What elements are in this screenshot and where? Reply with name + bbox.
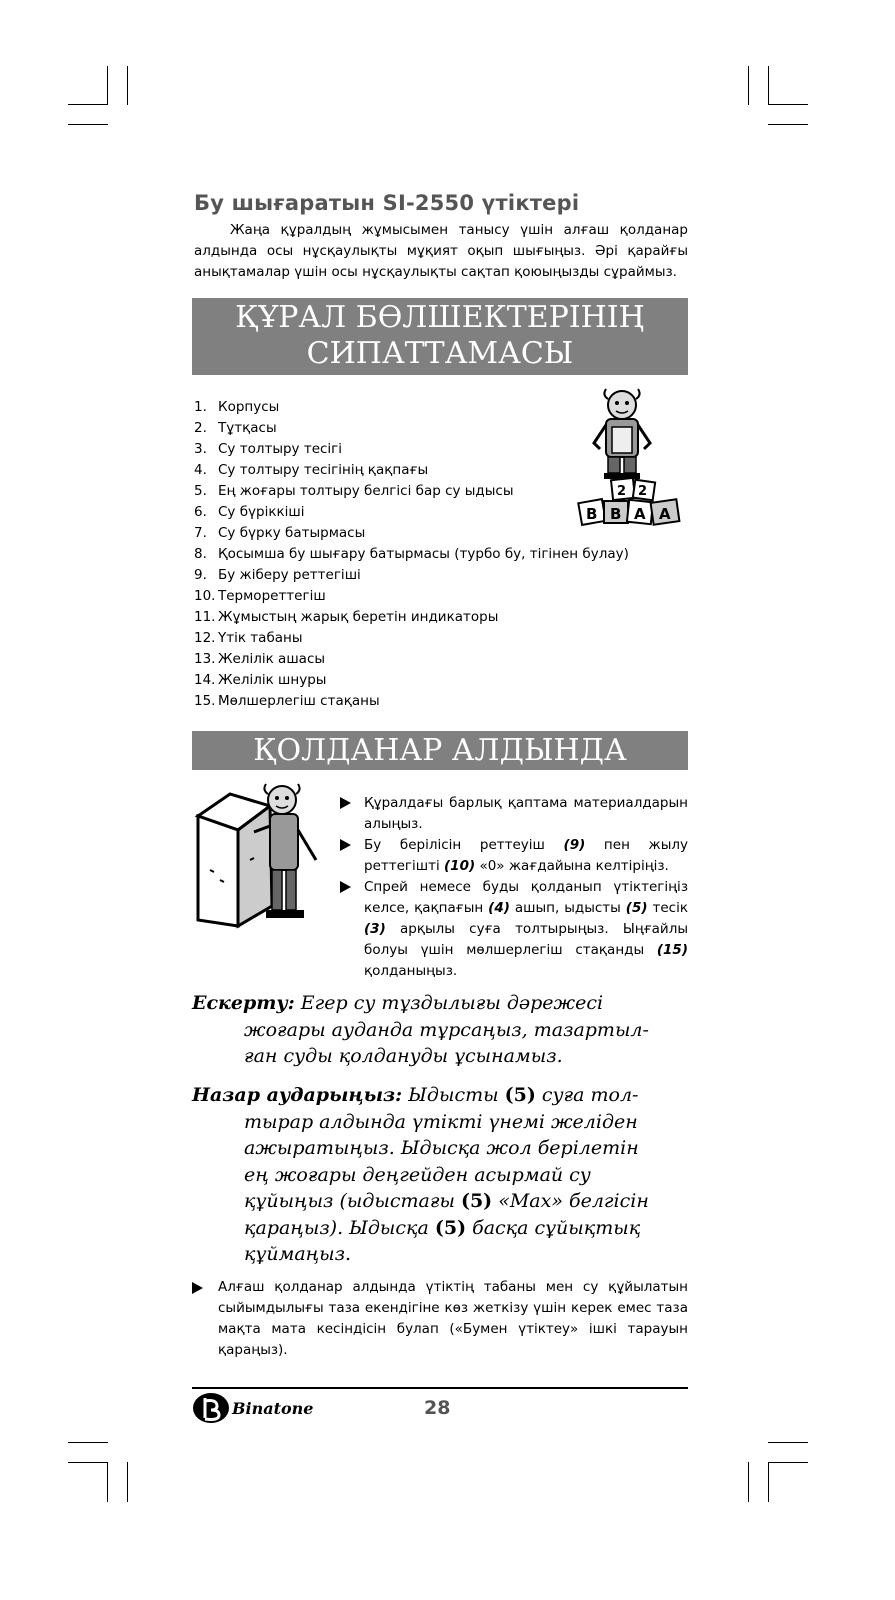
- crop-mark: [68, 124, 108, 125]
- section-banner-before-use: ҚОЛДАНАР АЛДЫНДА: [192, 731, 688, 770]
- block-letter: 2: [638, 484, 648, 499]
- crop-mark: [68, 1442, 108, 1443]
- intro-paragraph: Жаңа құралдың жұмысымен танысу үшін алғаш қолданар алдында осы нұсқаулықты мұқият оқып шығыңыз. Әрі қарайғы анықтамалар үшін осы нұсқаулықты сақтап қоюыңызды сұраймыз.: [194, 222, 688, 280]
- parts-list-item: [194, 523, 629, 544]
- block-letter: 2: [617, 484, 627, 499]
- man-on-blocks-illustration: [572, 383, 688, 533]
- attention-text: құйыңыз (ыдыстағы: [244, 1190, 461, 1212]
- crop-mark: [748, 66, 749, 105]
- parts-list-item: [194, 565, 629, 586]
- bullet-text: Бу берілісін реттеуіш: [364, 837, 564, 853]
- parts-list-item: [194, 460, 629, 481]
- attention-ref: (5): [504, 1084, 536, 1106]
- section-banner-line: ҚҰРАЛ БӨЛШЕКТЕРІНІҢ: [235, 300, 645, 335]
- crop-mark: [768, 1442, 808, 1443]
- arrow-bullet-icon: [192, 1282, 203, 1294]
- final-bullet: [192, 1277, 688, 1361]
- part-reference: (9): [563, 837, 586, 853]
- parts-item-text: Желілік шнуры: [218, 672, 327, 688]
- parts-list-item: [194, 628, 629, 649]
- crop-mark: [768, 124, 808, 125]
- final-bullet-text: Алғаш қолданар алдында үтіктің табаны мен су құйылатын сыйымдылығы таза екендігіне көз жеткізу үшін керек емес таза мақта мата кесіндісін булап («Бумен үтіктеу» ішкі тарауын қараңыз).: [218, 1279, 688, 1358]
- crop-mark: [127, 1462, 128, 1502]
- parts-item-number: 12.: [194, 630, 216, 646]
- bullet-text: қолданыңыз.: [364, 963, 458, 979]
- parts-item-number: 2.: [194, 420, 207, 436]
- note-text: Егер су тұздылығы дәрежесі: [294, 992, 604, 1014]
- parts-item-number: 1.: [194, 399, 207, 415]
- attention-ref: (5): [434, 1216, 467, 1239]
- note-text: ған суды қолдануды ұсынамыз.: [244, 1045, 563, 1067]
- attention-text-line: [192, 1188, 692, 1215]
- parts-list-item: [194, 586, 629, 607]
- parts-item-text: Желілік ашасы: [218, 651, 326, 667]
- parts-item-number: 9.: [194, 567, 207, 583]
- parts-list-item: [194, 481, 629, 502]
- crop-mark: [748, 1462, 749, 1502]
- parts-item-number: 14.: [194, 672, 216, 688]
- attention-label: Назар аударыңыз:: [192, 1084, 403, 1106]
- crop-mark: [127, 66, 128, 105]
- parts-item-text: Бу жіберу реттегіші: [218, 567, 361, 583]
- bullet-item: [340, 793, 688, 835]
- before-use-bullets: [340, 793, 688, 982]
- crop-mark: [768, 1462, 769, 1502]
- part-reference: (15): [656, 942, 688, 958]
- crop-mark: [107, 66, 108, 105]
- attention-text: суға тол-: [535, 1084, 639, 1106]
- parts-item-number: 6.: [194, 504, 207, 520]
- page-title: Бу шығаратын SI-2550 үтіктері: [194, 191, 580, 215]
- block-letter: A: [659, 505, 671, 523]
- crop-mark: [768, 1462, 808, 1463]
- parts-item-text: Қосымша бу шығару батырмасы (турбо бу, тігінен булау): [218, 546, 629, 562]
- parts-list-item: [194, 502, 629, 523]
- binatone-logo-icon: [192, 1392, 230, 1424]
- parts-item-text: Су толтыру тесігі: [218, 441, 343, 457]
- parts-list-item: [194, 607, 629, 628]
- arrow-bullet-icon: [340, 797, 351, 809]
- block-letter: B: [586, 505, 598, 523]
- attention-text-line: [192, 1215, 692, 1242]
- attention-text: тырар алдында үтікті үнемі желіден: [244, 1110, 638, 1133]
- parts-item-number: 11.: [194, 609, 216, 625]
- parts-item-number: 15.: [194, 693, 216, 709]
- parts-item-number: 5.: [194, 483, 207, 499]
- parts-item-text: Тұтқасы: [218, 420, 277, 436]
- parts-list-item: [194, 397, 629, 418]
- bullet-item: [340, 877, 688, 982]
- crop-mark: [768, 66, 769, 105]
- parts-item-number: 13.: [194, 651, 216, 667]
- attention-text: Ыдысты: [402, 1084, 505, 1106]
- parts-item-text: Термореттегіш: [218, 588, 326, 604]
- brand-name: Binatone: [232, 1398, 314, 1418]
- parts-item-number: 7.: [194, 525, 207, 541]
- attention-text: ең жоғары деңгейден асырмай су: [244, 1163, 591, 1186]
- toy-blocks: [578, 478, 679, 525]
- parts-list-item: [194, 418, 629, 439]
- bullet-text: Құралдағы барлық қаптама материалдарын алыңыз.: [364, 795, 688, 832]
- bullet-item: [340, 835, 688, 877]
- parts-item-text: Су толтыру тесігінің қақпағы: [218, 462, 429, 478]
- parts-item-number: 4.: [194, 462, 207, 478]
- parts-item-text: Жұмыстың жарық беретін индикаторы: [218, 609, 499, 625]
- bullet-text: Спрей немесе буды қолданып үтіктегіңіз келсе, қақпағын: [364, 879, 688, 916]
- parts-item-text: Мөлшерлегіш стақаны: [218, 693, 380, 709]
- attention-text: ажыратыңыз. Ыдысқа жол берілетін: [244, 1137, 639, 1159]
- parts-item-text: Ең жоғары толтыру белгісі бар су ыдысы: [218, 483, 514, 499]
- parts-list-item: [194, 691, 629, 712]
- parts-list-item: [194, 544, 629, 565]
- parts-item-text: Үтік табаны: [218, 630, 303, 646]
- section-banner-line: СИПАТТАМАСЫ: [306, 336, 574, 371]
- bullet-text: ашып, ыдысты: [509, 900, 626, 916]
- parts-list: [194, 397, 629, 712]
- crop-mark: [768, 104, 808, 105]
- parts-item-text: Су бүрку батырмасы: [218, 525, 366, 541]
- part-reference: (4): [488, 900, 510, 916]
- bullet-text: пен жылу реттегішті: [364, 837, 688, 874]
- block-letter: B: [610, 505, 622, 523]
- attention-ref: (5): [460, 1190, 493, 1212]
- parts-item-number: 8.: [194, 546, 207, 562]
- note-block: [192, 990, 692, 1070]
- attention-text: қараңыз). Ыдысқа: [244, 1216, 435, 1239]
- page-number: 28: [424, 1397, 451, 1419]
- attention-text: «Max» белгісін: [492, 1190, 649, 1212]
- bullet-text: «0» жағдайына келтіріңіз.: [475, 858, 669, 874]
- parts-list-item: [194, 439, 629, 460]
- footer-rule: [192, 1387, 688, 1389]
- brand-logo: [192, 1392, 313, 1424]
- parts-item-number: 10.: [194, 588, 216, 604]
- note-label: Ескерту:: [192, 992, 295, 1014]
- parts-item-text: Су бүріккіші: [218, 504, 305, 520]
- block-letter: A: [634, 505, 646, 523]
- bullet-text: тесік: [647, 900, 688, 916]
- attention-text: құймаңыз.: [244, 1243, 352, 1265]
- attention-block: [192, 1082, 692, 1268]
- section-banner-parts: [192, 298, 688, 375]
- parts-list-item: [194, 670, 629, 691]
- part-reference: (5): [625, 900, 648, 916]
- bullet-text: арқылы суға толтырыңыз. Ыңғайлы болуы үшін мөлшерлегіш стақанды: [364, 921, 688, 958]
- arrow-bullet-icon: [340, 881, 351, 893]
- part-reference: (3): [364, 921, 386, 937]
- crop-mark: [68, 104, 108, 105]
- crop-mark: [107, 1462, 108, 1502]
- parts-item-number: 3.: [194, 441, 207, 457]
- parts-item-text: Корпусы: [218, 399, 280, 415]
- attention-text: басқа сұйықтық: [466, 1216, 641, 1239]
- parts-list-item: [194, 649, 629, 670]
- crop-mark: [68, 1462, 108, 1463]
- arrow-bullet-icon: [340, 839, 351, 851]
- man-with-box-illustration: [190, 780, 330, 930]
- part-reference: (10): [444, 858, 476, 874]
- note-text: жоғары ауданда тұрсаңыз, тазартыл-: [244, 1018, 649, 1041]
